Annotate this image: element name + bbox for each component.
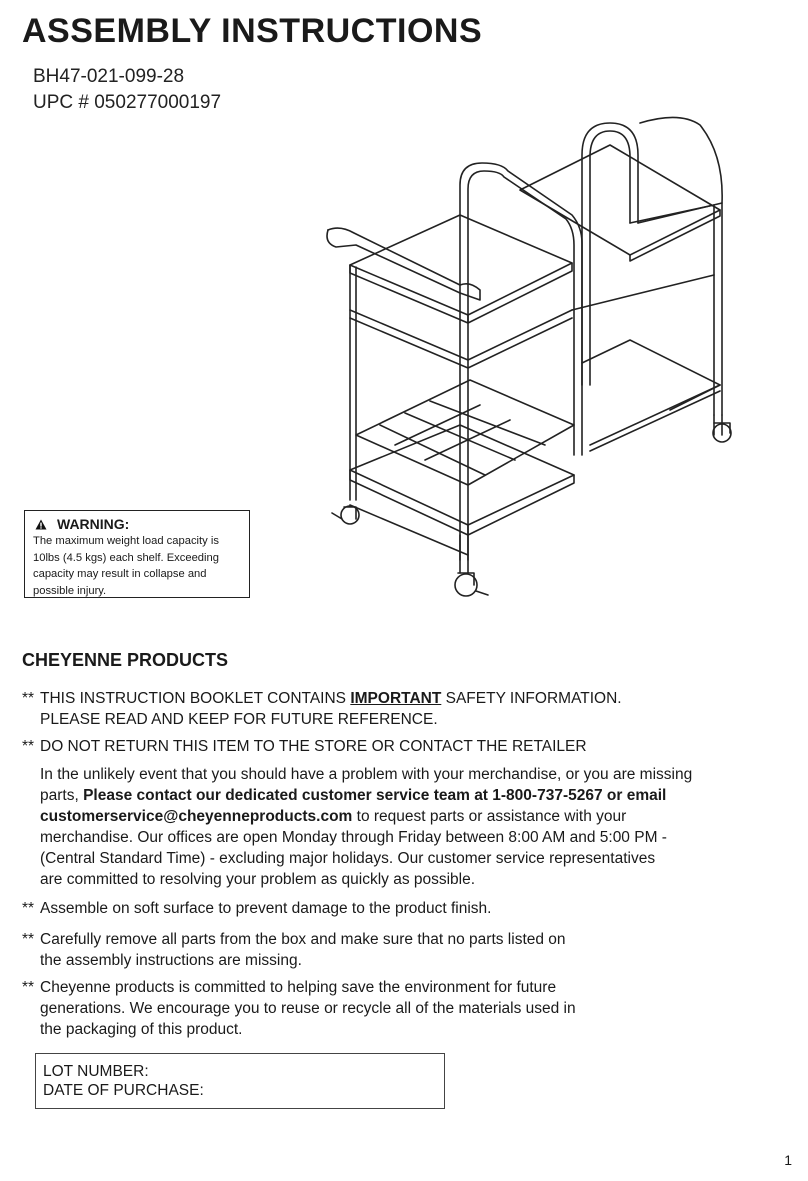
notice-text: Assemble on soft surface to prevent damage to the product finish. — [40, 900, 492, 917]
service-text: parts, — [40, 787, 84, 804]
bullet-stars: ** — [22, 900, 35, 917]
notice-do-not-return — [22, 736, 587, 757]
bullet-stars: ** — [22, 738, 35, 755]
customer-service-paragraph — [40, 764, 692, 890]
notice-text: the packaging of this product. — [40, 1021, 243, 1038]
lot-number-box — [35, 1053, 445, 1109]
warning-line: capacity may result in collapse and — [33, 568, 207, 580]
notice-text: Carefully remove all parts from the box and make sure that no parts listed on — [40, 931, 566, 948]
service-text: are committed to resolving your problem as quickly as possible. — [40, 871, 476, 888]
warning-triangle-icon — [35, 519, 47, 530]
notice-text: THIS INSTRUCTION BOOKLET CONTAINS — [40, 690, 351, 707]
bullet-stars: ** — [22, 690, 35, 707]
bullet-stars: ** — [22, 931, 35, 948]
warning-text — [33, 533, 241, 599]
lot-number-label: LOT NUMBER: — [43, 1063, 149, 1080]
warning-line: possible injury. — [33, 584, 107, 597]
page-number: 1 — [784, 1152, 792, 1168]
warning-title: WARNING: — [57, 516, 130, 532]
notice-text: PLEASE READ AND KEEP FOR FUTURE REFERENCE. — [40, 711, 438, 728]
warning-box — [24, 510, 250, 598]
notice-soft-surface — [22, 898, 491, 919]
notice-text: the assembly instructions are missing. — [40, 952, 302, 969]
warning-line: The maximum weight load capacity is — [33, 535, 219, 547]
date-of-purchase-label: DATE OF PURCHASE: — [43, 1082, 204, 1099]
company-name: CHEYENNE PRODUCTS — [22, 650, 229, 670]
bullet-stars: ** — [22, 979, 35, 996]
service-text: In the unlikely event that you should have a problem with your merchandise, or you are missing — [40, 766, 693, 783]
notice-text: DO NOT RETURN THIS ITEM TO THE STORE OR CONTACT THE RETAILER — [40, 738, 587, 755]
notice-important — [22, 688, 622, 730]
page-title: ASSEMBLY INSTRUCTIONS — [22, 12, 483, 50]
important-word: IMPORTANT — [350, 690, 442, 707]
service-text: merchandise. Our offices are open Monday through Friday between 8:00 AM and 5:00 PM - — [40, 829, 667, 846]
upc-code: UPC # 050277000197 — [33, 92, 222, 113]
warning-heading — [33, 516, 241, 532]
notice-text: Cheyenne products is committed to helping save the environment for future — [40, 979, 557, 996]
notice-text: SAFETY INFORMATION. — [441, 690, 622, 707]
service-email: customerservice@cheyenneproducts.com — [40, 808, 353, 825]
model-number: BH47-021-099-28 — [33, 66, 185, 87]
bar-cart-illustration — [320, 115, 750, 605]
notice-remove-parts — [22, 929, 566, 971]
service-text: (Central Standard Time) - excluding major holidays. Our customer service representatives — [40, 850, 656, 867]
warning-line: 10lbs (4.5 kgs) each shelf. Exceeding — [33, 551, 219, 564]
service-text: to request parts or assistance with your — [352, 808, 627, 825]
notice-environment — [22, 977, 576, 1040]
service-contact: Please contact our dedicated customer service team at 1-800-737-5267 or email — [83, 787, 667, 804]
notice-text: generations. We encourage you to reuse or recycle all of the materials used in — [40, 1000, 576, 1017]
